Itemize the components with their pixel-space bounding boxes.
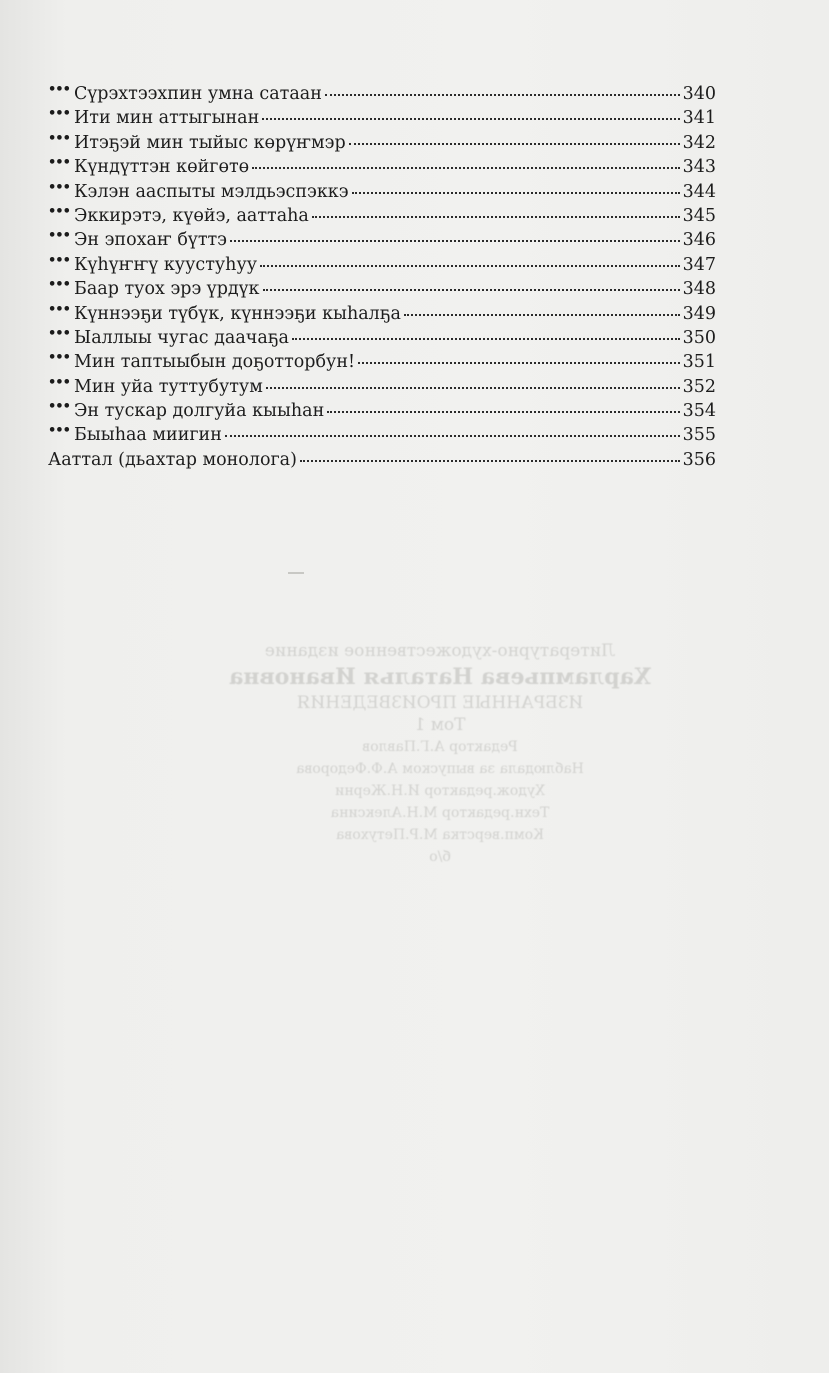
toc-page-number: 352	[682, 376, 716, 397]
bullet-dots-icon: •••	[48, 203, 70, 219]
bullet-dots-icon: •••	[48, 130, 70, 146]
toc-entry	[48, 180, 716, 204]
toc-page-number: 342	[682, 132, 716, 153]
toc-entry-title: Күннээҕи түбүк, күннээҕи кыһалҕа	[74, 303, 401, 324]
dot-leader	[260, 265, 680, 267]
toc-entry-title: Күһүҥҥү куустуһуу	[74, 254, 258, 275]
dot-leader	[292, 338, 680, 340]
toc-entry-title: Баар туох эрэ үрдүк	[74, 279, 260, 300]
imprint-line: б/о	[429, 849, 451, 865]
toc-entry	[48, 204, 716, 228]
imprint-line: Том 1	[414, 715, 466, 735]
toc-page-number: 348	[682, 279, 716, 300]
bullet-dots-icon: •••	[48, 252, 70, 268]
imprint-line: ИЗБРАННЫЕ ПРОИЗВЕДЕНИЯ	[296, 693, 584, 713]
toc-page-number: 351	[682, 352, 716, 373]
toc-page-number: 343	[682, 157, 716, 178]
dot-leader	[358, 362, 680, 364]
toc-entry-title: Ыаллыы чугас даачаҕа	[74, 327, 289, 348]
dot-leader	[312, 216, 680, 218]
toc-entry-title: Быыһаа миигин	[74, 425, 222, 446]
dot-leader	[327, 411, 679, 413]
toc-entry-title: Кэлэн ааспыты мэлдьэспэккэ	[74, 181, 349, 202]
toc-entry	[48, 228, 716, 252]
toc-entry-title: Мин таптыыбын доҕотторбун!	[74, 352, 356, 373]
dot-leader	[325, 94, 680, 96]
imprint-line: Наблюдала за выпуском А.Ф.Федорова	[296, 761, 584, 777]
dot-leader	[263, 289, 680, 291]
toc-entry	[48, 375, 716, 399]
toc-page-number: 340	[682, 84, 716, 104]
table-of-contents	[48, 82, 716, 472]
toc-page-number: 344	[682, 181, 716, 202]
dot-leader	[230, 240, 680, 242]
toc-page-number: 347	[682, 254, 716, 275]
toc-entry	[48, 302, 716, 326]
toc-entry	[48, 448, 716, 472]
toc-entry-title: Мин уйа туттубутум	[74, 376, 263, 397]
toc-entry-title: Ааттал (дьахтар монолога)	[48, 449, 297, 470]
bullet-dots-icon: •••	[48, 106, 70, 122]
dot-leader	[349, 143, 680, 145]
toc-page-number: 341	[682, 108, 716, 129]
toc-page-number: 350	[682, 327, 716, 348]
bullet-dots-icon: •••	[48, 325, 70, 341]
imprint-author: Харлампьева Наталья Ивановна	[229, 664, 651, 690]
toc-page-number: 346	[682, 230, 716, 251]
dot-leader	[252, 167, 679, 169]
dot-leader	[404, 314, 680, 316]
toc-entry-title: Күндүттэн көйгөтө	[74, 157, 250, 178]
imprint-line: Худож.редактор И.Н.Жерни	[334, 783, 546, 799]
toc-page-number: 354	[682, 401, 716, 422]
bullet-dots-icon: •••	[48, 423, 70, 439]
bleed-through-imprint	[160, 640, 720, 868]
toc-entry-title: Итэҕэй мин тыйыс көрүҥмэр	[74, 132, 346, 153]
toc-entry-title: Эккирэтэ, күөйэ, ааттаһа	[74, 205, 309, 226]
bullet-dots-icon: •••	[48, 374, 70, 390]
imprint-line: Редактор А.Г.Павлов	[362, 739, 518, 755]
faint-dash	[288, 572, 304, 574]
toc-entry	[48, 253, 716, 277]
dot-leader	[266, 387, 680, 389]
toc-entry	[48, 106, 716, 130]
toc-entry	[48, 350, 716, 374]
bullet-dots-icon: •••	[48, 399, 70, 415]
toc-page-number: 345	[682, 205, 716, 226]
imprint-line: Литературно-художественное издание	[264, 641, 616, 661]
toc-entry	[48, 399, 716, 423]
toc-entry	[48, 82, 716, 106]
toc-entry	[48, 326, 716, 350]
toc-page-number: 349	[682, 303, 716, 324]
toc-entry	[48, 155, 716, 179]
bullet-dots-icon: •••	[48, 277, 70, 293]
toc-page-number: 356	[682, 449, 716, 470]
toc-entry	[48, 423, 716, 447]
bullet-dots-icon: •••	[48, 82, 70, 97]
bullet-dots-icon: •••	[48, 155, 70, 171]
toc-entry	[48, 277, 716, 301]
toc-entry-title: Ити мин аттыгынан	[74, 108, 260, 129]
toc-entry-title: Эн тускар долгуйа кыыһан	[74, 401, 325, 422]
imprint-line: Комп.верстка М.Р.Петухова	[336, 827, 544, 843]
dot-leader	[352, 192, 680, 194]
dot-leader	[225, 435, 680, 437]
bullet-dots-icon: •••	[48, 228, 70, 244]
toc-entry-title: Сүрэхтээхпин умна сатаан	[74, 84, 322, 104]
dot-leader	[300, 460, 680, 462]
toc-page-number: 355	[682, 425, 716, 446]
bullet-dots-icon: •••	[48, 301, 70, 317]
dot-leader	[262, 118, 679, 120]
toc-entry-title: Эн эпохаҥ бүттэ	[74, 230, 227, 251]
bullet-dots-icon: •••	[48, 179, 70, 195]
bullet-dots-icon: •••	[48, 350, 70, 366]
toc-entry	[48, 131, 716, 155]
imprint-line: Техн.редактор М.Н.Алексина	[330, 805, 550, 821]
